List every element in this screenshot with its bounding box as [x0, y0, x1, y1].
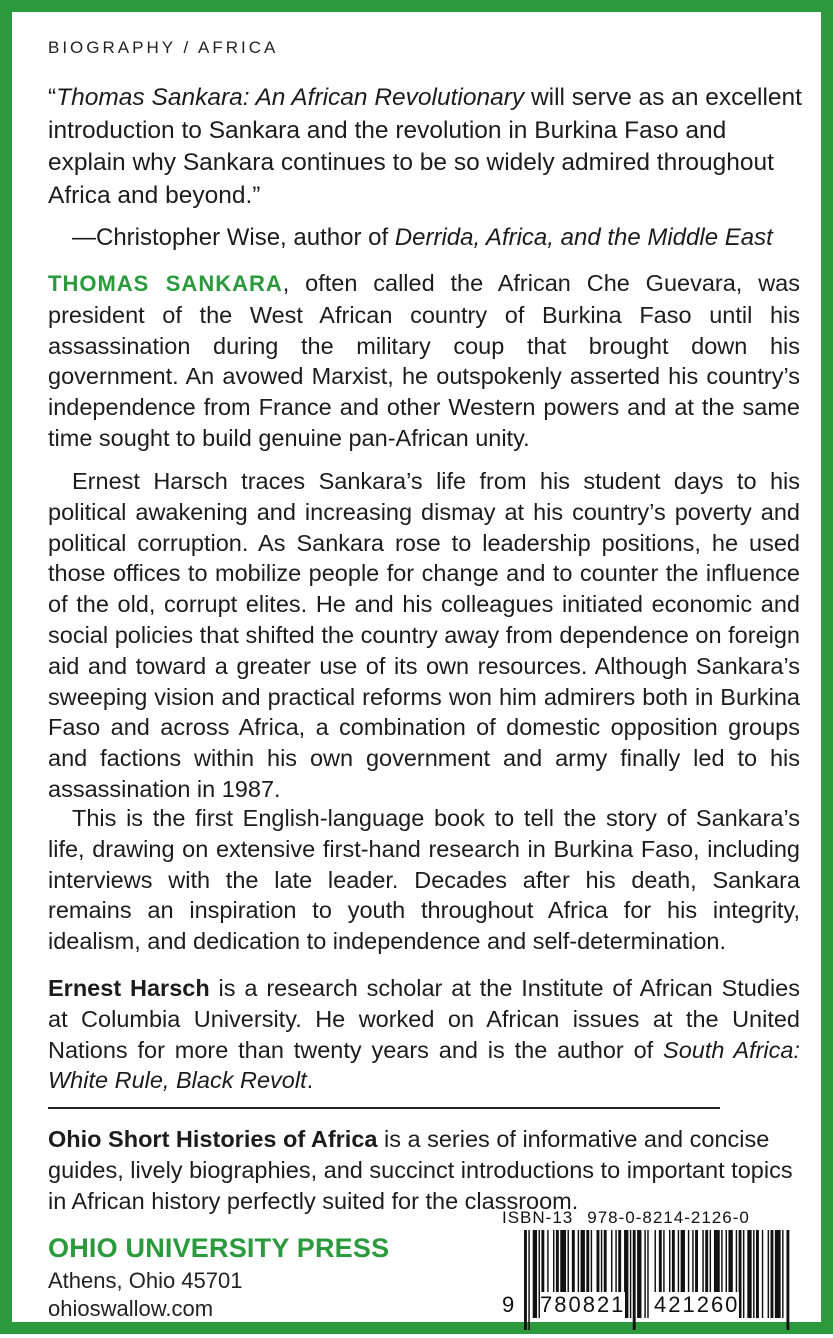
description-paragraph-1: [48, 268, 800, 454]
barcode-right-group: 421260: [654, 1292, 740, 1317]
series-text: is a series of informative and concise guides, lively biographies, and succinct introductions to important topics in African history perfectly suited for the classroom.: [48, 1126, 793, 1214]
divider-rule: [48, 1107, 720, 1109]
barcode-bar: [743, 1230, 744, 1318]
endorsement-quote: [48, 82, 808, 212]
barcode-bars: [502, 1230, 802, 1338]
series-description: [48, 1124, 800, 1216]
barcode-bar: [756, 1230, 759, 1318]
author-bio: [48, 973, 800, 1096]
barcode-bar: [637, 1230, 641, 1318]
barcode-bar: [630, 1230, 631, 1318]
barcode-bar: [768, 1230, 769, 1318]
barcode-bar: [647, 1230, 648, 1318]
barcode-bar: [786, 1230, 789, 1330]
isbn-barcode: [502, 1208, 802, 1338]
barcode-bar: [762, 1230, 763, 1318]
isbn-label: [502, 1208, 750, 1228]
attribution-prefix: —Christopher Wise, author of: [72, 224, 395, 251]
description-paragraph-2: Ernest Harsch traces Sankara’s life from his student days to his political awakening and increasing dismay at his country’s poverty and political corruption. As Sankara rose to leadership positions, he used those offices to mobilize people for change and to counter the influence of the old, corrupt elites. He and his colleagues initiated economic and social policies that shifted the country away from dependence on foreign aid and toward a greater use of its own resources. Although Sankara’s sweeping vision and practical reforms won him admirers both in Burkina Faso and across Africa, a combination of domestic opposition groups and factions within his own government and army finally led to his assassination in 1987.: [48, 468, 800, 802]
author-bio-end: .: [306, 1067, 314, 1094]
barcode-left-group: 780821: [540, 1292, 626, 1317]
publisher-website: ohioswallow.com: [48, 1296, 214, 1321]
author-name: Ernest Harsch: [48, 975, 210, 1001]
isbn-number: 978-0-8214-2126-0: [587, 1208, 750, 1227]
author-other-book: South Africa: White Rule, Black Revolt: [48, 1036, 801, 1094]
barcode-bar: [775, 1230, 781, 1318]
barcode-bar: [644, 1230, 645, 1318]
barcode-bar: [771, 1230, 774, 1318]
barcode-bar: [633, 1230, 636, 1330]
barcode-bar: [753, 1230, 754, 1318]
subject-name: THOMAS SANKARA: [48, 271, 283, 296]
barcode-bar: [747, 1230, 751, 1318]
barcode-first-digit: 9: [502, 1292, 517, 1317]
description-p1-text: , often called the African Che Guevara, was president of the West African country of Burkina Faso until his assassination during the military coup that brought down his government. An avowed Marxist, he outspokenly asserted his country’s independence from France and other Western powers and at the same time sought to build genuine pan-African unity.: [48, 270, 800, 451]
barcode-bar: [782, 1230, 783, 1318]
quote-attribution: [72, 222, 832, 254]
quote-text: will serve as an excellent introduction to Sankara and the revolution in Burkina Faso and explain why Sankara continues to be so widely admired throughout Africa and beyond.”: [48, 84, 802, 209]
barcode-bar: [528, 1230, 529, 1330]
series-name: Ohio Short Histories of Africa: [48, 1126, 378, 1152]
publisher-name: OHIO UNIVERSITY PRESS: [48, 1233, 390, 1263]
quote-open-mark: “: [48, 84, 57, 111]
category-label: BIOGRAPHY / AFRICA: [48, 38, 279, 57]
barcode-bar: [533, 1230, 537, 1318]
quote-book-title: Thomas Sankara: An African Revolutionary: [56, 84, 525, 111]
description-paragraph-3: This is the first English-language book to tell the story of Sankara’s life, drawing on extensive first-hand research in Burkina Faso, including interviews with the late leader. Decades after his death, Sankara remains an inspiration to youth throughout Africa for his integrity, idealism, and dedication to independence and self-determination.: [48, 805, 800, 955]
isbn-prefix: ISBN-13: [502, 1208, 574, 1227]
attribution-book: Derrida, Africa, and the Middle East: [394, 224, 773, 251]
barcode-bar: [524, 1230, 527, 1330]
publisher-address: Athens, Ohio 45701: [48, 1268, 243, 1293]
author-bio-text: is a research scholar at the Institute of African Studies at Columbia University. He worked on African issues at the United Nations for more than twenty years and is the author of: [48, 975, 800, 1063]
